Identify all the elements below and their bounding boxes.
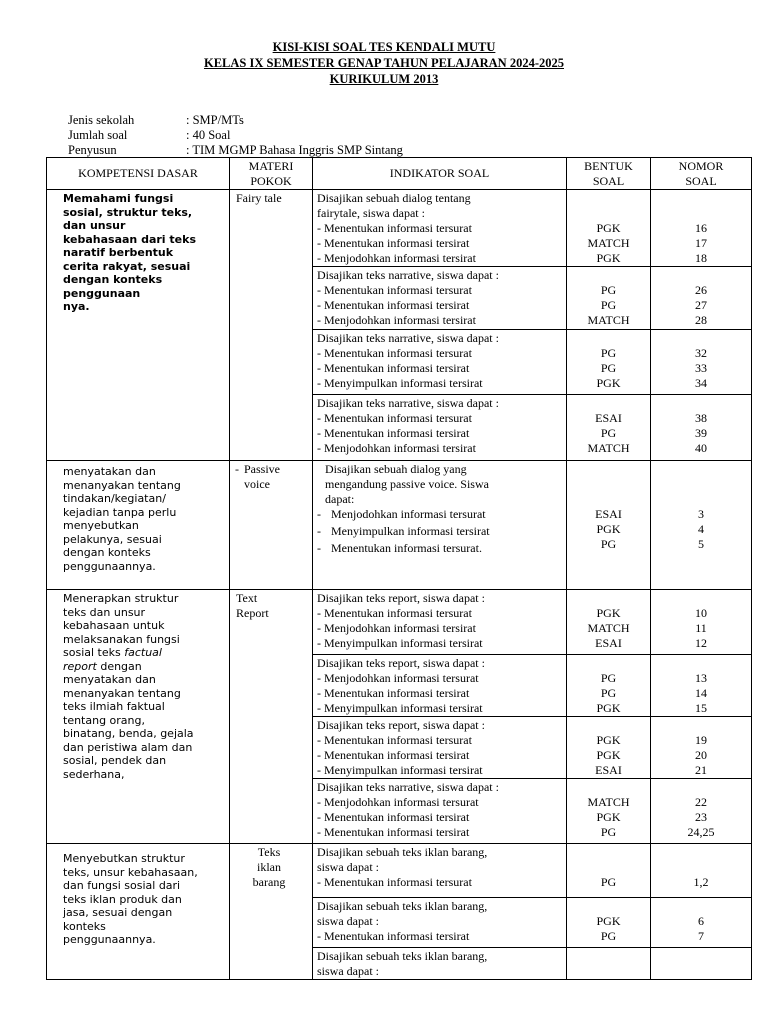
materi-cell-4 xyxy=(230,844,313,980)
nomor-cell xyxy=(651,717,752,779)
indikator-intro: Disajikan teks narrative, siswa dapat : xyxy=(317,268,499,282)
indikator-item: - Menentukan informasi tersurat xyxy=(317,411,472,425)
indikator-intro: Disajikan sebuah dialog yang xyxy=(325,462,467,476)
nomor-value: 18 xyxy=(695,251,707,265)
bentuk-value: ESAI xyxy=(595,411,622,425)
item-text: Menjodohkan informasi tersurat xyxy=(331,507,486,521)
doc-title-line3: KURIKULUM 2013 xyxy=(329,72,439,86)
nomor-value: 22 xyxy=(695,795,707,809)
indikator-cell xyxy=(313,898,567,948)
bentuk-cell xyxy=(567,461,651,590)
doc-title-line2: KELAS IX SEMESTER GENAP TAHUN PELAJARAN 2024-2025 xyxy=(203,56,564,70)
kd-line: sosial, pendek dan xyxy=(63,754,167,767)
indikator-item: - Menentukan informasi tersirat xyxy=(317,810,470,824)
indikator-intro: Disajikan sebuah teks iklan barang, xyxy=(317,949,488,963)
kd-line: jasa, sesuai dengan xyxy=(63,906,173,919)
bentuk-cell xyxy=(567,844,651,898)
indikator-item: - Menentukan informasi tersirat xyxy=(317,748,470,762)
kd-line: penggunaannya. xyxy=(63,559,156,573)
kd-line: pelakunya, sesuai xyxy=(63,532,162,546)
kd-line: dan peristiwa alam dan xyxy=(63,740,193,754)
kd-line: kebahasaan untuk xyxy=(63,619,165,632)
nomor-cell xyxy=(651,898,752,948)
kd-line: dan fungsi sosial dari xyxy=(63,879,181,892)
kd-italic: report xyxy=(63,659,97,673)
bentuk-value: PGK xyxy=(596,522,621,536)
indikator-item: - Menjodohkan informasi tersirat xyxy=(317,441,476,455)
kd-line: kejadian tanpa perlu xyxy=(63,505,177,519)
kd-line: konteks xyxy=(63,919,106,933)
kd-line: dan unsur xyxy=(63,219,126,232)
bentuk-cell xyxy=(567,590,651,655)
indikator-item: - Menentukan informasi tersurat xyxy=(317,606,472,620)
indikator-intro: Disajikan teks report, siswa dapat : xyxy=(317,718,485,732)
materi-line: iklan xyxy=(257,860,281,874)
kd-line: Menyebutkan struktur xyxy=(63,852,185,865)
bentuk-value: ESAI xyxy=(595,763,622,777)
kd-text: sosial teks xyxy=(63,646,125,659)
table-row xyxy=(47,190,752,267)
indikator-intro: fairytale, siswa dapat : xyxy=(317,206,425,220)
nomor-cell xyxy=(651,330,752,395)
doc-title-line1: KISI-KISI SOAL TES KENDALI MUTU xyxy=(272,40,496,54)
indikator-intro: siswa dapat : xyxy=(317,914,379,928)
materi-line: voice xyxy=(244,477,270,491)
materi-line: Teks xyxy=(257,845,281,859)
nomor-value: 19 xyxy=(695,733,707,747)
bentuk-value: MATCH xyxy=(587,795,630,809)
nomor-value: 7 xyxy=(698,929,704,943)
indikator-cell xyxy=(313,461,567,590)
indikator-item: - Menentukan informasi tersurat xyxy=(317,733,472,747)
info-school-type xyxy=(68,113,244,128)
nomor-value: 1,2 xyxy=(693,875,709,889)
table-header-row xyxy=(47,158,752,190)
nomor-value: 34 xyxy=(695,376,707,390)
indikator-item: - Menentukan informasi tersirat xyxy=(317,361,470,375)
header-indikator: INDIKATOR SOAL xyxy=(313,158,567,190)
indikator-item: - Menjodohkan informasi tersirat xyxy=(317,251,476,265)
kd-line: menanyakan tentang xyxy=(63,478,181,492)
indikator-intro: Disajikan teks narrative, siswa dapat : xyxy=(317,396,499,410)
bentuk-value: PGK xyxy=(596,376,621,390)
nomor-value: 11 xyxy=(695,621,707,635)
indikator-cell xyxy=(313,779,567,844)
indikator-item: - Menentukan informasi tersirat xyxy=(317,825,470,839)
kd-line: penggunaannya. xyxy=(63,933,156,946)
nomor-value: 38 xyxy=(695,411,707,425)
kd-line: dengan konteks xyxy=(63,273,163,286)
indikator-item: - Menyimpulkan informasi tersirat xyxy=(317,701,483,715)
nomor-cell xyxy=(651,395,752,461)
nomor-value: 12 xyxy=(695,636,707,650)
indikator-cell xyxy=(313,948,567,980)
nomor-value: 14 xyxy=(695,686,707,700)
kd-cell-4 xyxy=(47,844,230,980)
info-question-count xyxy=(68,128,230,143)
kd-line xyxy=(63,646,223,660)
indikator-item: - Menyimpulkan informasi tersirat xyxy=(317,376,483,390)
header-materi-line: MATERI xyxy=(248,158,294,173)
indikator-intro: siswa dapat : xyxy=(317,860,379,874)
indikator-item: - Menentukan informasi tersirat xyxy=(317,686,470,700)
bentuk-value: PG xyxy=(600,346,617,360)
kd-cell-2 xyxy=(47,461,230,590)
kd-line: cerita rakyat, sesuai xyxy=(63,259,191,273)
indikator-intro: Disajikan sebuah dialog tentang xyxy=(317,191,471,205)
indikator-intro: Disajikan sebuah teks iklan barang, xyxy=(317,899,488,913)
item-text: Menyimpulkan informasi tersirat xyxy=(331,524,490,538)
kd-line: teks, unsur kebahasaan, xyxy=(63,865,198,879)
indikator-item: - Menjodohkan informasi tersurat xyxy=(317,671,479,685)
bentuk-value: PG xyxy=(600,929,617,943)
header-bentuk-line: BENTUK xyxy=(584,158,633,173)
nomor-value: 10 xyxy=(695,606,707,620)
materi-text: Passive xyxy=(244,462,280,476)
bentuk-cell xyxy=(567,717,651,779)
bentuk-value: MATCH xyxy=(587,236,630,250)
kd-line: dengan konteks xyxy=(63,546,151,559)
bentuk-value: MATCH xyxy=(587,441,630,455)
kd-line: menyebutkan xyxy=(63,519,139,532)
kd-line: penggunaan xyxy=(63,286,141,300)
nomor-value: 39 xyxy=(695,426,707,440)
nomor-value: 5 xyxy=(698,537,704,551)
bentuk-value: PGK xyxy=(596,221,621,235)
indikator-intro: Disajikan teks report, siswa dapat : xyxy=(317,656,485,670)
kd-line: menanyakan tentang xyxy=(63,686,181,700)
nomor-value: 23 xyxy=(695,810,707,824)
nomor-value: 33 xyxy=(695,361,707,375)
header-nomor-line: NOMOR xyxy=(678,158,724,173)
nomor-cell xyxy=(651,590,752,655)
bentuk-value: PGK xyxy=(596,606,621,620)
indikator-item xyxy=(317,541,563,556)
header-kd: KOMPETENSI DASAR xyxy=(47,158,230,190)
kd-line: binatang, benda, gejala xyxy=(63,727,194,740)
kd-line: kebahasaan dari teks xyxy=(63,232,196,246)
header-materi-line: POKOK xyxy=(250,173,292,188)
indikator-item: - Menentukan informasi tersirat xyxy=(317,929,470,943)
table-row xyxy=(47,461,752,590)
indikator-item: - Menentukan informasi tersirat xyxy=(317,236,470,250)
indikator-intro: mengandung passive voice. Siswa xyxy=(325,477,489,491)
indikator-cell xyxy=(313,844,567,898)
indikator-intro: Disajikan teks narrative, siswa dapat : xyxy=(317,780,499,794)
info-label: Jumlah soal xyxy=(68,128,128,142)
bentuk-cell xyxy=(567,190,651,267)
info-value: : TIM MGMP Bahasa Inggris SMP Sintang xyxy=(186,143,403,157)
bentuk-value: ESAI xyxy=(595,507,622,521)
bentuk-value: PG xyxy=(600,283,617,297)
kd-line: teks ilmiah faktual xyxy=(63,700,165,713)
bentuk-value: PG xyxy=(600,671,617,685)
kd-italic: factual xyxy=(124,646,162,659)
indikator-cell xyxy=(313,267,567,330)
nomor-value: 6 xyxy=(698,914,704,928)
nomor-value: 21 xyxy=(695,763,707,777)
materi-line: Text xyxy=(236,591,258,605)
bentuk-cell xyxy=(567,655,651,717)
header-materi xyxy=(230,158,313,190)
indikator-item: - Menentukan informasi tersurat xyxy=(317,283,472,297)
bentuk-value: MATCH xyxy=(587,313,630,327)
nomor-value: 3 xyxy=(698,507,704,521)
kd-line xyxy=(63,660,223,674)
bentuk-cell xyxy=(567,948,651,980)
nomor-value: 27 xyxy=(695,298,707,312)
bentuk-value: PGK xyxy=(596,251,621,265)
bentuk-value: PG xyxy=(600,875,617,889)
nomor-value: 32 xyxy=(695,346,707,360)
nomor-value: 16 xyxy=(695,221,707,235)
materi-line xyxy=(230,462,308,477)
indikator-item: - Menyimpulkan informasi tersirat xyxy=(317,763,483,777)
bentuk-value: PG xyxy=(600,298,617,312)
materi-dash: - xyxy=(235,462,239,476)
materi-cell-1: Fairy tale xyxy=(230,190,313,461)
nomor-cell xyxy=(651,655,752,717)
indikator-item: - Menentukan informasi tersurat xyxy=(317,346,472,360)
bentuk-value: PG xyxy=(600,361,617,375)
table-row xyxy=(47,590,752,655)
indikator-item xyxy=(317,507,563,522)
bentuk-value: PGK xyxy=(596,914,621,928)
kd-line: sosial, struktur teks, xyxy=(63,205,193,219)
indikator-item: - Menyimpulkan informasi tersirat xyxy=(317,636,483,650)
kd-line: sederhana, xyxy=(63,767,125,781)
item-dash: - xyxy=(317,507,321,521)
nomor-cell xyxy=(651,461,752,590)
kd-line: teks iklan produk dan xyxy=(63,892,182,906)
nomor-value: 15 xyxy=(695,701,707,715)
info-value: : SMP/MTs xyxy=(186,113,244,127)
materi-line: Report xyxy=(236,606,269,620)
indikator-item: - Menentukan informasi tersirat xyxy=(317,298,470,312)
nomor-value: 20 xyxy=(695,748,707,762)
bentuk-value: ESAI xyxy=(595,636,622,650)
kd-line: melaksanakan fungsi xyxy=(63,632,180,646)
item-dash: - xyxy=(317,524,321,538)
indikator-cell xyxy=(313,330,567,395)
header-nomor-line: SOAL xyxy=(685,173,717,188)
materi-cell-3 xyxy=(230,590,313,844)
indikator-cell xyxy=(313,395,567,461)
nomor-cell xyxy=(651,948,752,980)
kd-line: tentang orang, xyxy=(63,713,146,727)
header-bentuk-line: SOAL xyxy=(592,173,625,188)
header-nomor xyxy=(651,158,752,190)
bentuk-cell xyxy=(567,395,651,461)
bentuk-value: PG xyxy=(600,537,617,551)
table-row xyxy=(47,844,752,898)
materi-line: barang xyxy=(252,875,286,889)
bentuk-value: MATCH xyxy=(587,621,630,635)
kd-line: teks dan unsur xyxy=(63,605,146,619)
info-label: Jenis sekolah xyxy=(68,113,135,127)
indikator-item: - Menentukan informasi tersirat xyxy=(317,426,470,440)
indikator-item xyxy=(317,524,563,539)
item-dash: - xyxy=(317,541,321,555)
nomor-value: 26 xyxy=(695,283,707,297)
kd-line: menyatakan dan xyxy=(63,673,156,686)
nomor-value: 24,25 xyxy=(687,825,715,839)
indikator-item: - Menjodohkan informasi tersurat xyxy=(317,795,479,809)
bentuk-cell xyxy=(567,779,651,844)
bentuk-value: PG xyxy=(600,686,617,700)
indikator-cell xyxy=(313,717,567,779)
bentuk-value: PG xyxy=(600,825,617,839)
indikator-item: - Menentukan informasi tersurat xyxy=(317,221,472,235)
indikator-intro: Disajikan teks report, siswa dapat : xyxy=(317,591,485,605)
info-value: : 40 Soal xyxy=(186,128,231,142)
kd-line: menyatakan dan xyxy=(63,465,156,478)
nomor-cell xyxy=(651,190,752,267)
nomor-cell xyxy=(651,844,752,898)
nomor-value: 13 xyxy=(695,671,707,685)
item-text: Menentukan informasi tersurat. xyxy=(331,541,482,555)
materi-cell-2 xyxy=(230,461,313,590)
info-label: Penyusun xyxy=(68,143,117,157)
nomor-value: 40 xyxy=(695,441,707,455)
bentuk-value: PG xyxy=(600,426,617,440)
kd-cell-3 xyxy=(47,590,230,844)
grid-table xyxy=(46,157,752,980)
nomor-value: 28 xyxy=(695,313,707,327)
kd-cell-1 xyxy=(47,190,230,461)
kd-line: naratif berbentuk xyxy=(63,246,174,259)
kd-line: Menerapkan struktur xyxy=(63,592,179,605)
nomor-cell xyxy=(651,267,752,330)
indikator-intro: Disajikan sebuah teks iklan barang, xyxy=(317,845,488,859)
indikator-intro: dapat: xyxy=(325,492,355,506)
indikator-cell xyxy=(313,190,567,267)
bentuk-cell xyxy=(567,267,651,330)
indikator-intro: siswa dapat : xyxy=(317,964,379,978)
bentuk-cell xyxy=(567,330,651,395)
bentuk-value: PGK xyxy=(596,748,621,762)
kd-line: tindakan/kegiatan/ xyxy=(63,492,166,505)
bentuk-value: PGK xyxy=(596,810,621,824)
bentuk-value: PGK xyxy=(596,733,621,747)
kd-line: nya. xyxy=(63,300,90,313)
indikator-cell xyxy=(313,590,567,655)
indikator-item: - Menentukan informasi tersurat xyxy=(317,875,472,889)
info-author xyxy=(68,143,403,158)
kd-text: dengan xyxy=(96,659,142,673)
bentuk-value: PGK xyxy=(596,701,621,715)
kd-line: Memahami fungsi xyxy=(63,192,174,205)
nomor-value: 4 xyxy=(698,522,704,536)
header-bentuk xyxy=(567,158,651,190)
indikator-cell xyxy=(313,655,567,717)
indikator-item: - Menjodohkan informasi tersirat xyxy=(317,313,476,327)
indikator-intro: Disajikan teks narrative, siswa dapat : xyxy=(317,331,499,345)
bentuk-cell xyxy=(567,898,651,948)
nomor-value: 17 xyxy=(695,236,707,250)
nomor-cell xyxy=(651,779,752,844)
indikator-item: - Menjodohkan informasi tersirat xyxy=(317,621,476,635)
